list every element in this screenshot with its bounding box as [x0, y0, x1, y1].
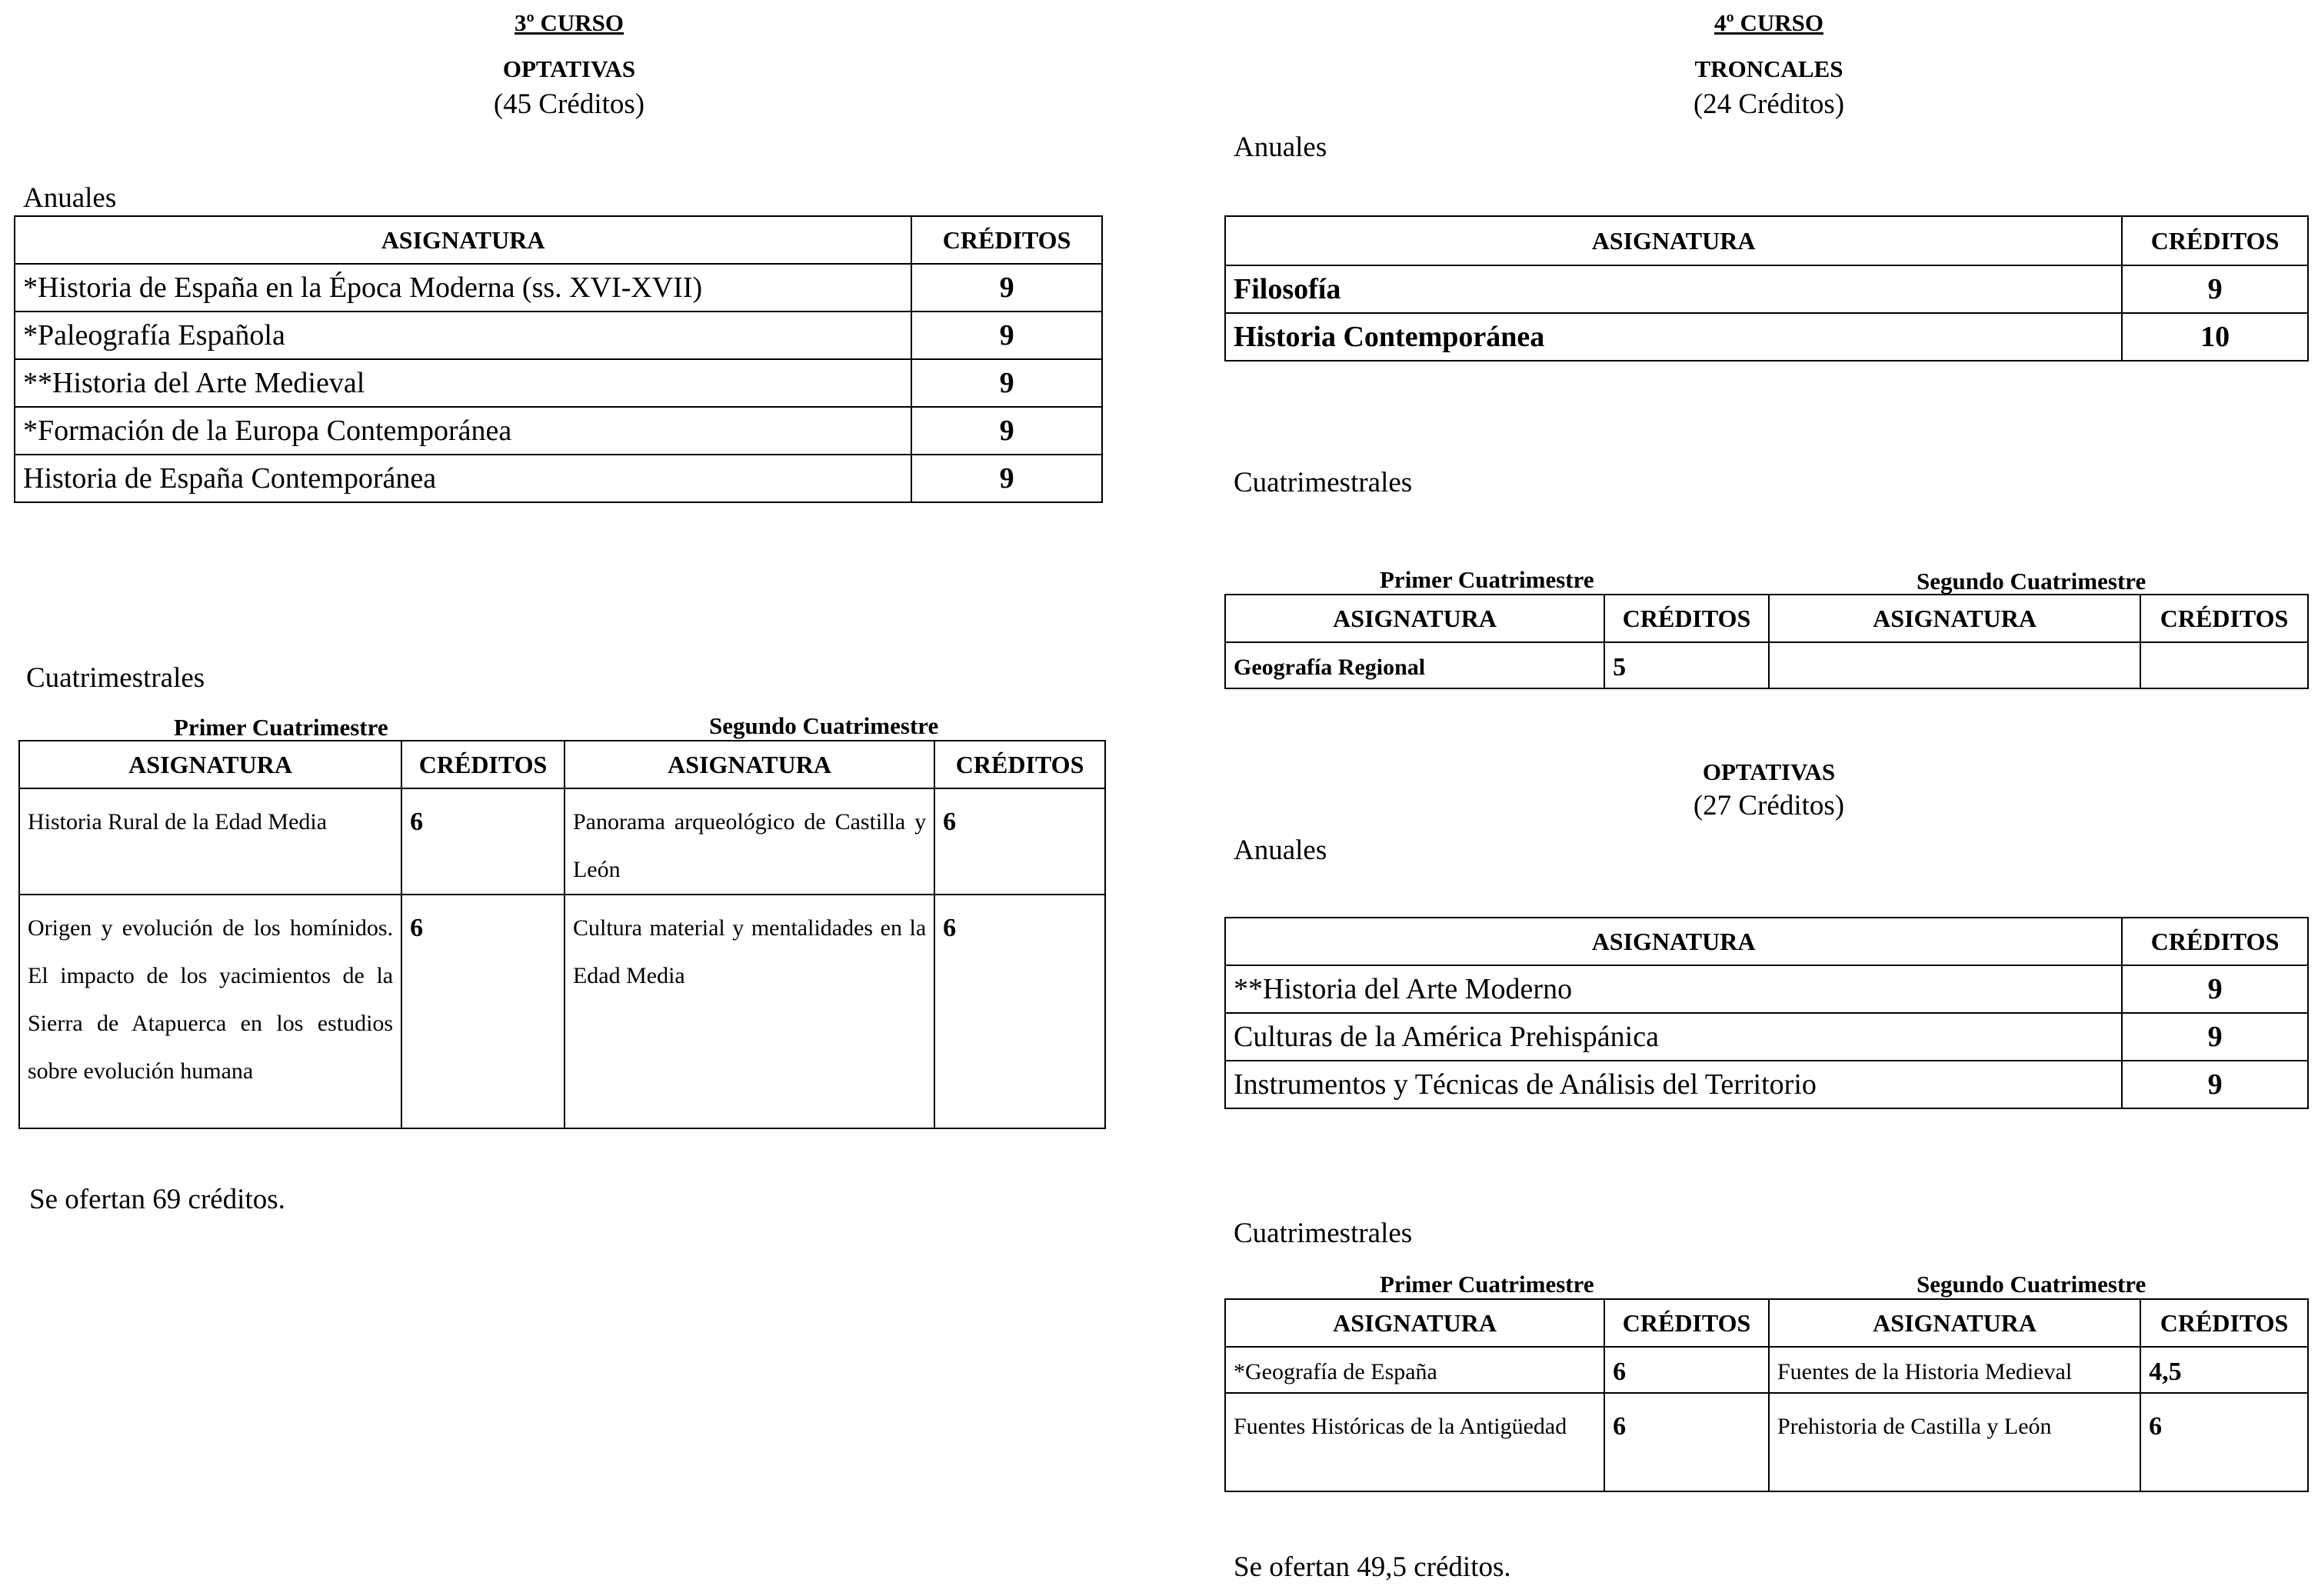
subject-cell	[1769, 642, 2140, 688]
course-title-3: 3º CURSO	[515, 9, 624, 36]
credits-cell: 6	[401, 895, 565, 1128]
subject-cell: Origen y evolución de los homínidos. El impacto de los yacimientos de la Sierra de Atapuerca en los estudios sobre evolución humana	[19, 895, 401, 1128]
credits-cell: 9	[911, 359, 1102, 407]
first-quarter-label-optativas-4: Primer Cuatrimestre	[1380, 1271, 1594, 1298]
section-title-optativas-3: OPTATIVAS	[502, 55, 636, 82]
subject-cell: Historia de España Contemporánea	[15, 455, 911, 502]
subject-cell: Panorama arqueológico de Castilla y León	[565, 788, 934, 895]
credits-cell: 6	[934, 788, 1105, 895]
table-header-row	[19, 741, 1105, 788]
credits-cell: 4,5	[2140, 1347, 2308, 1393]
offer-text-3: Se ofertan 69 créditos.	[29, 1184, 285, 1215]
header-credits: CRÉDITOS	[2122, 918, 2308, 965]
header-credits: CRÉDITOS	[2140, 595, 2308, 642]
subject-cell: **Historia del Arte Medieval	[15, 359, 911, 407]
section-credits-troncales: (24 Créditos)	[1693, 88, 1845, 120]
table-header-row	[1225, 216, 2308, 265]
subject-cell: Geografía Regional	[1225, 642, 1604, 688]
course-title-4: 4º CURSO	[1714, 9, 1823, 36]
table-header-row	[15, 216, 1102, 264]
subject-cell: Filosofía	[1225, 265, 2122, 313]
section-title-troncales: TRONCALES	[1694, 55, 1843, 82]
header-credits: CRÉDITOS	[2122, 216, 2308, 265]
header-subject: ASIGNATURA	[1769, 1299, 2140, 1347]
credits-cell: 6	[401, 788, 565, 895]
table-row	[1225, 1013, 2308, 1061]
offer-text-4: Se ofertan 49,5 créditos.	[1234, 1551, 1511, 1583]
table-header-row	[1225, 1299, 2308, 1347]
annual-label-3: Anuales	[23, 182, 117, 214]
subject-cell: *Geografía de España	[1225, 1347, 1604, 1393]
credits-cell: 6	[1604, 1347, 1769, 1393]
second-quarter-label-troncales: Segundo Cuatrimestre	[1917, 568, 2146, 595]
credits-cell: 9	[911, 455, 1102, 502]
section-credits-optativas-4: (27 Créditos)	[1693, 790, 1845, 821]
credits-cell	[2140, 642, 2308, 688]
credits-cell: 9	[2122, 1013, 2308, 1061]
quarterly-table-3	[18, 740, 1106, 1129]
table-row	[1225, 1347, 2308, 1393]
header-credits: CRÉDITOS	[401, 741, 565, 788]
subject-cell: *Paleografía Española	[15, 312, 911, 359]
credits-cell: 5	[1604, 642, 1769, 688]
annual-table-3	[14, 215, 1103, 503]
header-credits: CRÉDITOS	[934, 741, 1105, 788]
subject-cell: Instrumentos y Técnicas de Análisis del Territorio	[1225, 1061, 2122, 1108]
header-subject: ASIGNATURA	[1225, 216, 2122, 265]
subject-cell: *Formación de la Europa Contemporánea	[15, 407, 911, 455]
first-quarter-label-3: Primer Cuatrimestre	[174, 714, 388, 741]
subject-cell: Historia Rural de la Edad Media	[19, 788, 401, 895]
second-quarter-label-3: Segundo Cuatrimestre	[709, 712, 939, 739]
subject-cell: Culturas de la América Prehispánica	[1225, 1013, 2122, 1061]
header-credits: CRÉDITOS	[1604, 595, 1769, 642]
credits-cell: 10	[2122, 313, 2308, 361]
subject-cell: Cultura material y mentalidades en la Edad Media	[565, 895, 934, 1128]
subject-cell: Historia Contemporánea	[1225, 313, 2122, 361]
credits-cell: 6	[1604, 1393, 1769, 1491]
header-subject: ASIGNATURA	[15, 216, 911, 264]
subject-cell: Fuentes de la Historia Medieval	[1769, 1347, 2140, 1393]
table-row	[1225, 1393, 2308, 1491]
table-row	[19, 895, 1105, 1128]
troncales-annual-table	[1224, 215, 2309, 362]
table-header-row	[1225, 595, 2308, 642]
credits-cell: 9	[911, 407, 1102, 455]
table-row	[1225, 642, 2308, 688]
quarterly-label-optativas-4: Cuatrimestrales	[1234, 1218, 1413, 1249]
header-subject: ASIGNATURA	[1225, 918, 2122, 965]
table-row	[15, 312, 1102, 359]
header-subject: ASIGNATURA	[1769, 595, 2140, 642]
first-quarter-label-troncales: Primer Cuatrimestre	[1380, 566, 1594, 593]
table-row	[19, 788, 1105, 895]
credits-cell: 9	[2122, 1061, 2308, 1108]
subject-cell: Fuentes Históricas de la Antigüedad	[1225, 1393, 1604, 1491]
table-row	[15, 264, 1102, 312]
table-row	[15, 407, 1102, 455]
section-credits-3: (45 Créditos)	[493, 88, 645, 120]
optativas-quarterly-table-4	[1224, 1298, 2309, 1492]
table-row	[15, 359, 1102, 407]
subject-cell: **Historia del Arte Moderno	[1225, 965, 2122, 1013]
table-header-row	[1225, 918, 2308, 965]
header-subject: ASIGNATURA	[1225, 595, 1604, 642]
quarterly-label-troncales: Cuatrimestrales	[1234, 467, 1413, 498]
header-subject: ASIGNATURA	[565, 741, 934, 788]
header-credits: CRÉDITOS	[911, 216, 1102, 264]
table-row	[1225, 265, 2308, 313]
header-subject: ASIGNATURA	[19, 741, 401, 788]
header-credits: CRÉDITOS	[2140, 1299, 2308, 1347]
credits-cell: 9	[2122, 965, 2308, 1013]
table-row	[15, 455, 1102, 502]
section-title-optativas-4: OPTATIVAS	[1702, 758, 1836, 785]
header-credits: CRÉDITOS	[1604, 1299, 1769, 1347]
credits-cell: 9	[2122, 265, 2308, 313]
table-row	[1225, 313, 2308, 361]
quarterly-label-3: Cuatrimestrales	[26, 662, 205, 694]
credits-cell: 6	[934, 895, 1105, 1128]
troncales-quarterly-table	[1224, 594, 2309, 689]
subject-cell: Prehistoria de Castilla y León	[1769, 1393, 2140, 1491]
header-subject: ASIGNATURA	[1225, 1299, 1604, 1347]
credits-cell: 9	[911, 312, 1102, 359]
credits-cell: 9	[911, 264, 1102, 312]
table-row	[1225, 1061, 2308, 1108]
second-quarter-label-optativas-4: Segundo Cuatrimestre	[1917, 1271, 2146, 1298]
subject-cell: *Historia de España en la Época Moderna (ss. XVI-XVII)	[15, 264, 911, 312]
annual-label-troncales: Anuales	[1234, 132, 1327, 163]
credits-cell: 6	[2140, 1393, 2308, 1491]
table-row	[1225, 965, 2308, 1013]
annual-label-optativas-4: Anuales	[1234, 835, 1327, 866]
optativas-annual-table-4	[1224, 917, 2309, 1109]
